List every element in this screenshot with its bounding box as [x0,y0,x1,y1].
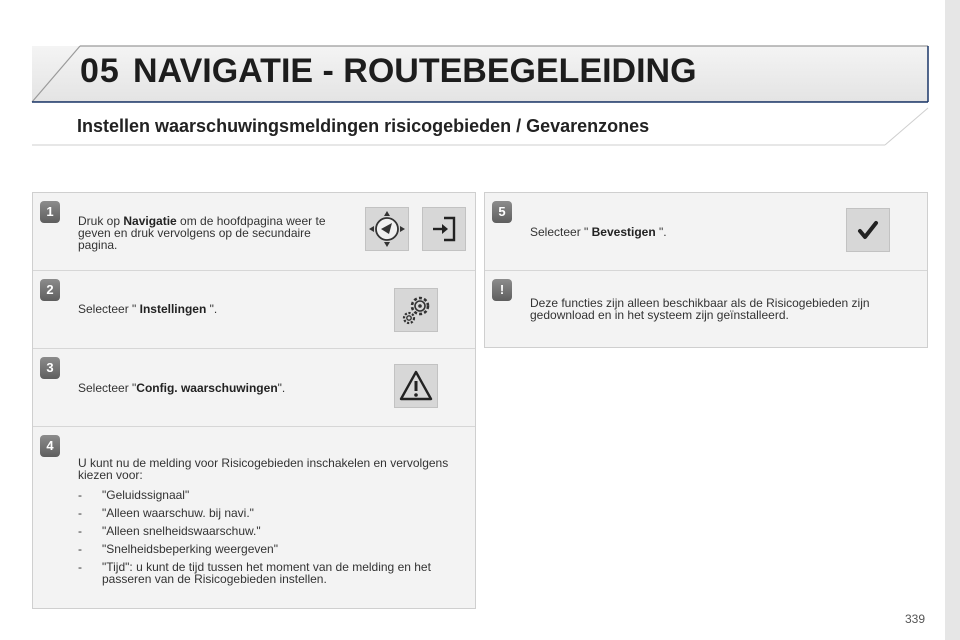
list-item: - "Geluidssignaal" [78,488,190,502]
step-3 [33,349,475,427]
step-badge: 2 [40,279,60,301]
confirm-button[interactable] [846,208,890,252]
list-item: - "Snelheidsbeperking weergeven" [78,542,278,556]
step-5-text [530,226,810,238]
steps-panel-left [32,192,476,609]
list-item: - "Tijd": u kunt de tijd tussen het moment van de melding en het passeren van de Risicogebieden instellen. [78,560,431,586]
step-4-intro: U kunt nu de melding voor Risicogebieden inschakelen en vervolgens kiezen voor: [78,456,449,482]
checkmark-icon [853,215,883,245]
alert-options-list [78,489,458,585]
warning-badge: ! [492,279,512,301]
step-3-text-bold: Config. waarschuwingen [136,381,278,395]
step-1 [33,193,475,271]
step-badge: 5 [492,201,512,223]
step-2-text [78,303,358,315]
secondary-page-button[interactable] [422,207,466,251]
alert-config-button[interactable] [394,364,438,408]
step-badge: 4 [40,435,60,457]
step-2-text-post: ". [206,302,218,316]
settings-button[interactable] [394,288,438,332]
step-4 [33,427,475,610]
step-3-text-post: ". [277,381,286,395]
steps-panel-right [484,192,928,348]
step-5-text-post: ". [655,225,667,239]
note [485,271,927,349]
chapter-title: NAVIGATIE - ROUTEBEGELEIDING [133,52,697,90]
step-1-text-pre: Druk op [78,214,124,228]
step-1-text-bold: Navigatie [123,214,177,228]
chapter-number: 05 [80,52,120,90]
step-5 [485,193,927,271]
step-badge: 1 [40,201,60,223]
list-item: - "Alleen waarschuw. bij navi." [78,506,254,520]
step-3-text [78,382,368,394]
step-badge: 3 [40,357,60,379]
step-4-text [78,457,458,591]
page-edge-strip [945,0,960,640]
warning-triangle-icon [398,368,434,404]
step-2 [33,271,475,349]
list-item: - "Alleen snelheidswaarschuw." [78,524,261,538]
settings-gears-icon [398,292,434,328]
navigation-joystick-button[interactable] [365,207,409,251]
step-2-text-bold: Instellingen [139,302,207,316]
section-title: Instellen waarschuwingsmeldingen risicogebieden / Gevarenzones [77,116,650,136]
step-2-text-pre: Selecteer " [78,302,140,316]
step-5-text-bold: Bevestigen [591,225,656,239]
note-text: Deze functies zijn alleen beschikbaar als de Risicogebieden zijn gedownload en in het systeem zijn geïnstalleerd. [530,296,870,322]
step-1-text-post: om de hoofdpagina weer te geven en druk vervolgens op de secundaire pagina. [78,214,326,252]
navigation-joystick-icon [367,209,407,249]
secondary-page-icon [429,214,459,244]
step-3-text-pre: Selecteer " [78,381,137,395]
page-number: 339 [905,612,926,626]
step-5-text-pre: Selecteer " [530,225,592,239]
step-1-text [78,215,353,251]
